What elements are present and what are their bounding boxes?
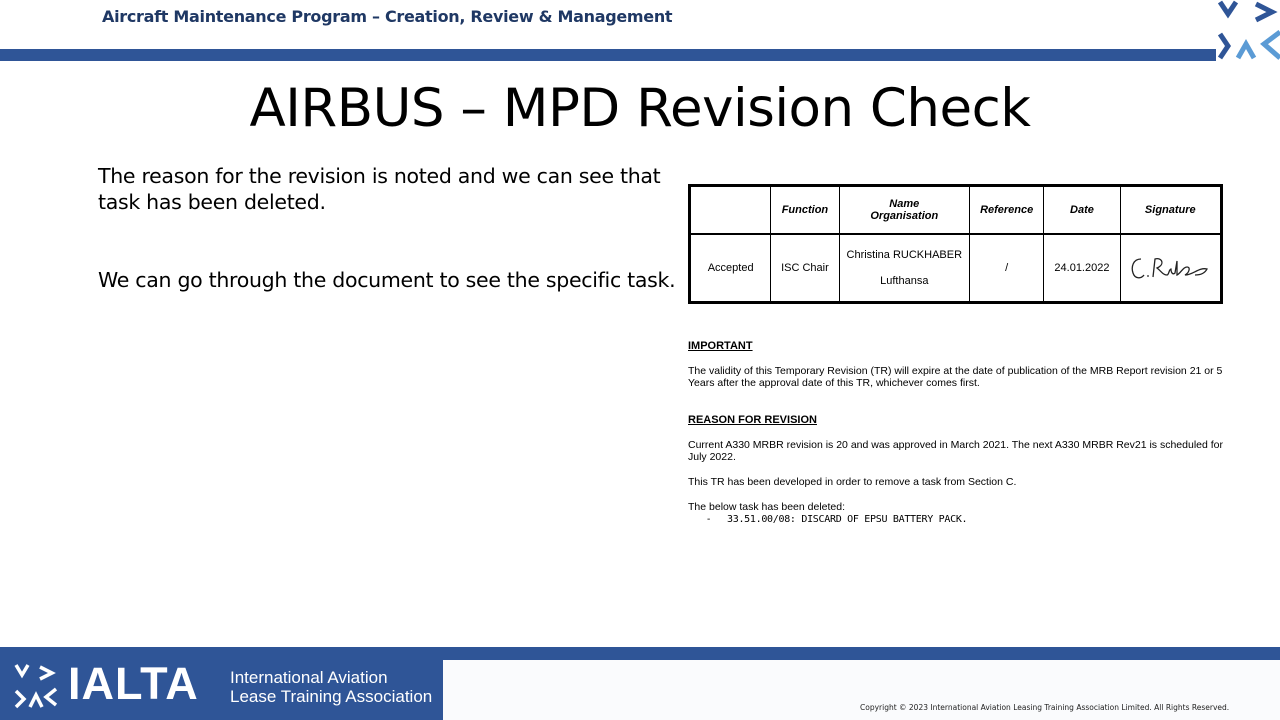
slide-title: AIRBUS – MPD Revision Check — [249, 78, 1031, 139]
ialta-name-line-1: International Aviation — [230, 668, 388, 687]
deleted-task-item — [707, 514, 967, 525]
program-title: Aircraft Maintenance Program – Creation, Review & Management — [102, 7, 673, 26]
header-date: Date — [1044, 186, 1120, 235]
header-status — [690, 186, 771, 235]
reason-text-mrbr: Current A330 MRBR revision is 20 and was approved in March 2021. The next A330 MRBR Rev21 is scheduled for July 2022. — [688, 439, 1224, 463]
important-heading: IMPORTANT — [688, 340, 753, 352]
deleted-task-text: 33.51.00/08: DISCARD OF EPSU BATTERY PACK. — [727, 514, 968, 525]
cell-date: 24.01.2022 — [1044, 234, 1120, 303]
approval-table-row — [690, 234, 1222, 303]
reason-heading: REASON FOR REVISION — [688, 414, 817, 426]
approval-table — [688, 184, 1223, 304]
task-bullet: - — [707, 514, 711, 525]
reason-text-deleted-intro: The below task has been deleted: — [688, 501, 846, 513]
ialta-logo-icon — [14, 663, 58, 709]
ialta-top-logo-icon — [1216, 0, 1280, 62]
cell-reference: / — [970, 234, 1044, 303]
cell-signature — [1120, 234, 1221, 303]
ialta-wordmark: IALTA — [68, 658, 199, 709]
header-name-organisation — [839, 186, 969, 235]
cell-organisation: Lufthansa — [880, 275, 929, 287]
header-organisation: Organisation — [870, 210, 939, 222]
cell-function: ISC Chair — [771, 234, 839, 303]
important-text: The validity of this Temporary Revision (TR) will expire at the date of publication of the MRB Report revision 21 or 5 Years after the approval date of this TR, whichever comes first. — [688, 365, 1223, 389]
header-bar — [0, 49, 1280, 61]
cell-name: Christina RUCKHABER — [846, 249, 963, 261]
cell-status: Accepted — [690, 234, 771, 303]
approval-table-header-row — [690, 186, 1222, 235]
copyright-notice: Copyright © 2023 International Aviation Leasing Training Association Limited. All Rights Reserved. — [860, 703, 1230, 712]
signature-image — [1127, 253, 1213, 283]
reason-text-purpose: This TR has been developed in order to remove a task from Section C. — [688, 476, 1017, 488]
ialta-name-line-2: Lease Training Association — [230, 687, 433, 706]
header-reference: Reference — [970, 186, 1044, 235]
body-paragraph-reason: The reason for the revision is noted and we can see that task has been deleted. — [98, 164, 661, 214]
cell-name-organisation — [839, 234, 969, 303]
header-signature: Signature — [1120, 186, 1221, 235]
ialta-full-name — [230, 668, 432, 706]
header-function: Function — [771, 186, 839, 235]
body-paragraph-document: We can go through the document to see the specific task. — [98, 268, 676, 292]
header-name: Name — [889, 198, 920, 210]
footer-bar — [443, 647, 1280, 660]
